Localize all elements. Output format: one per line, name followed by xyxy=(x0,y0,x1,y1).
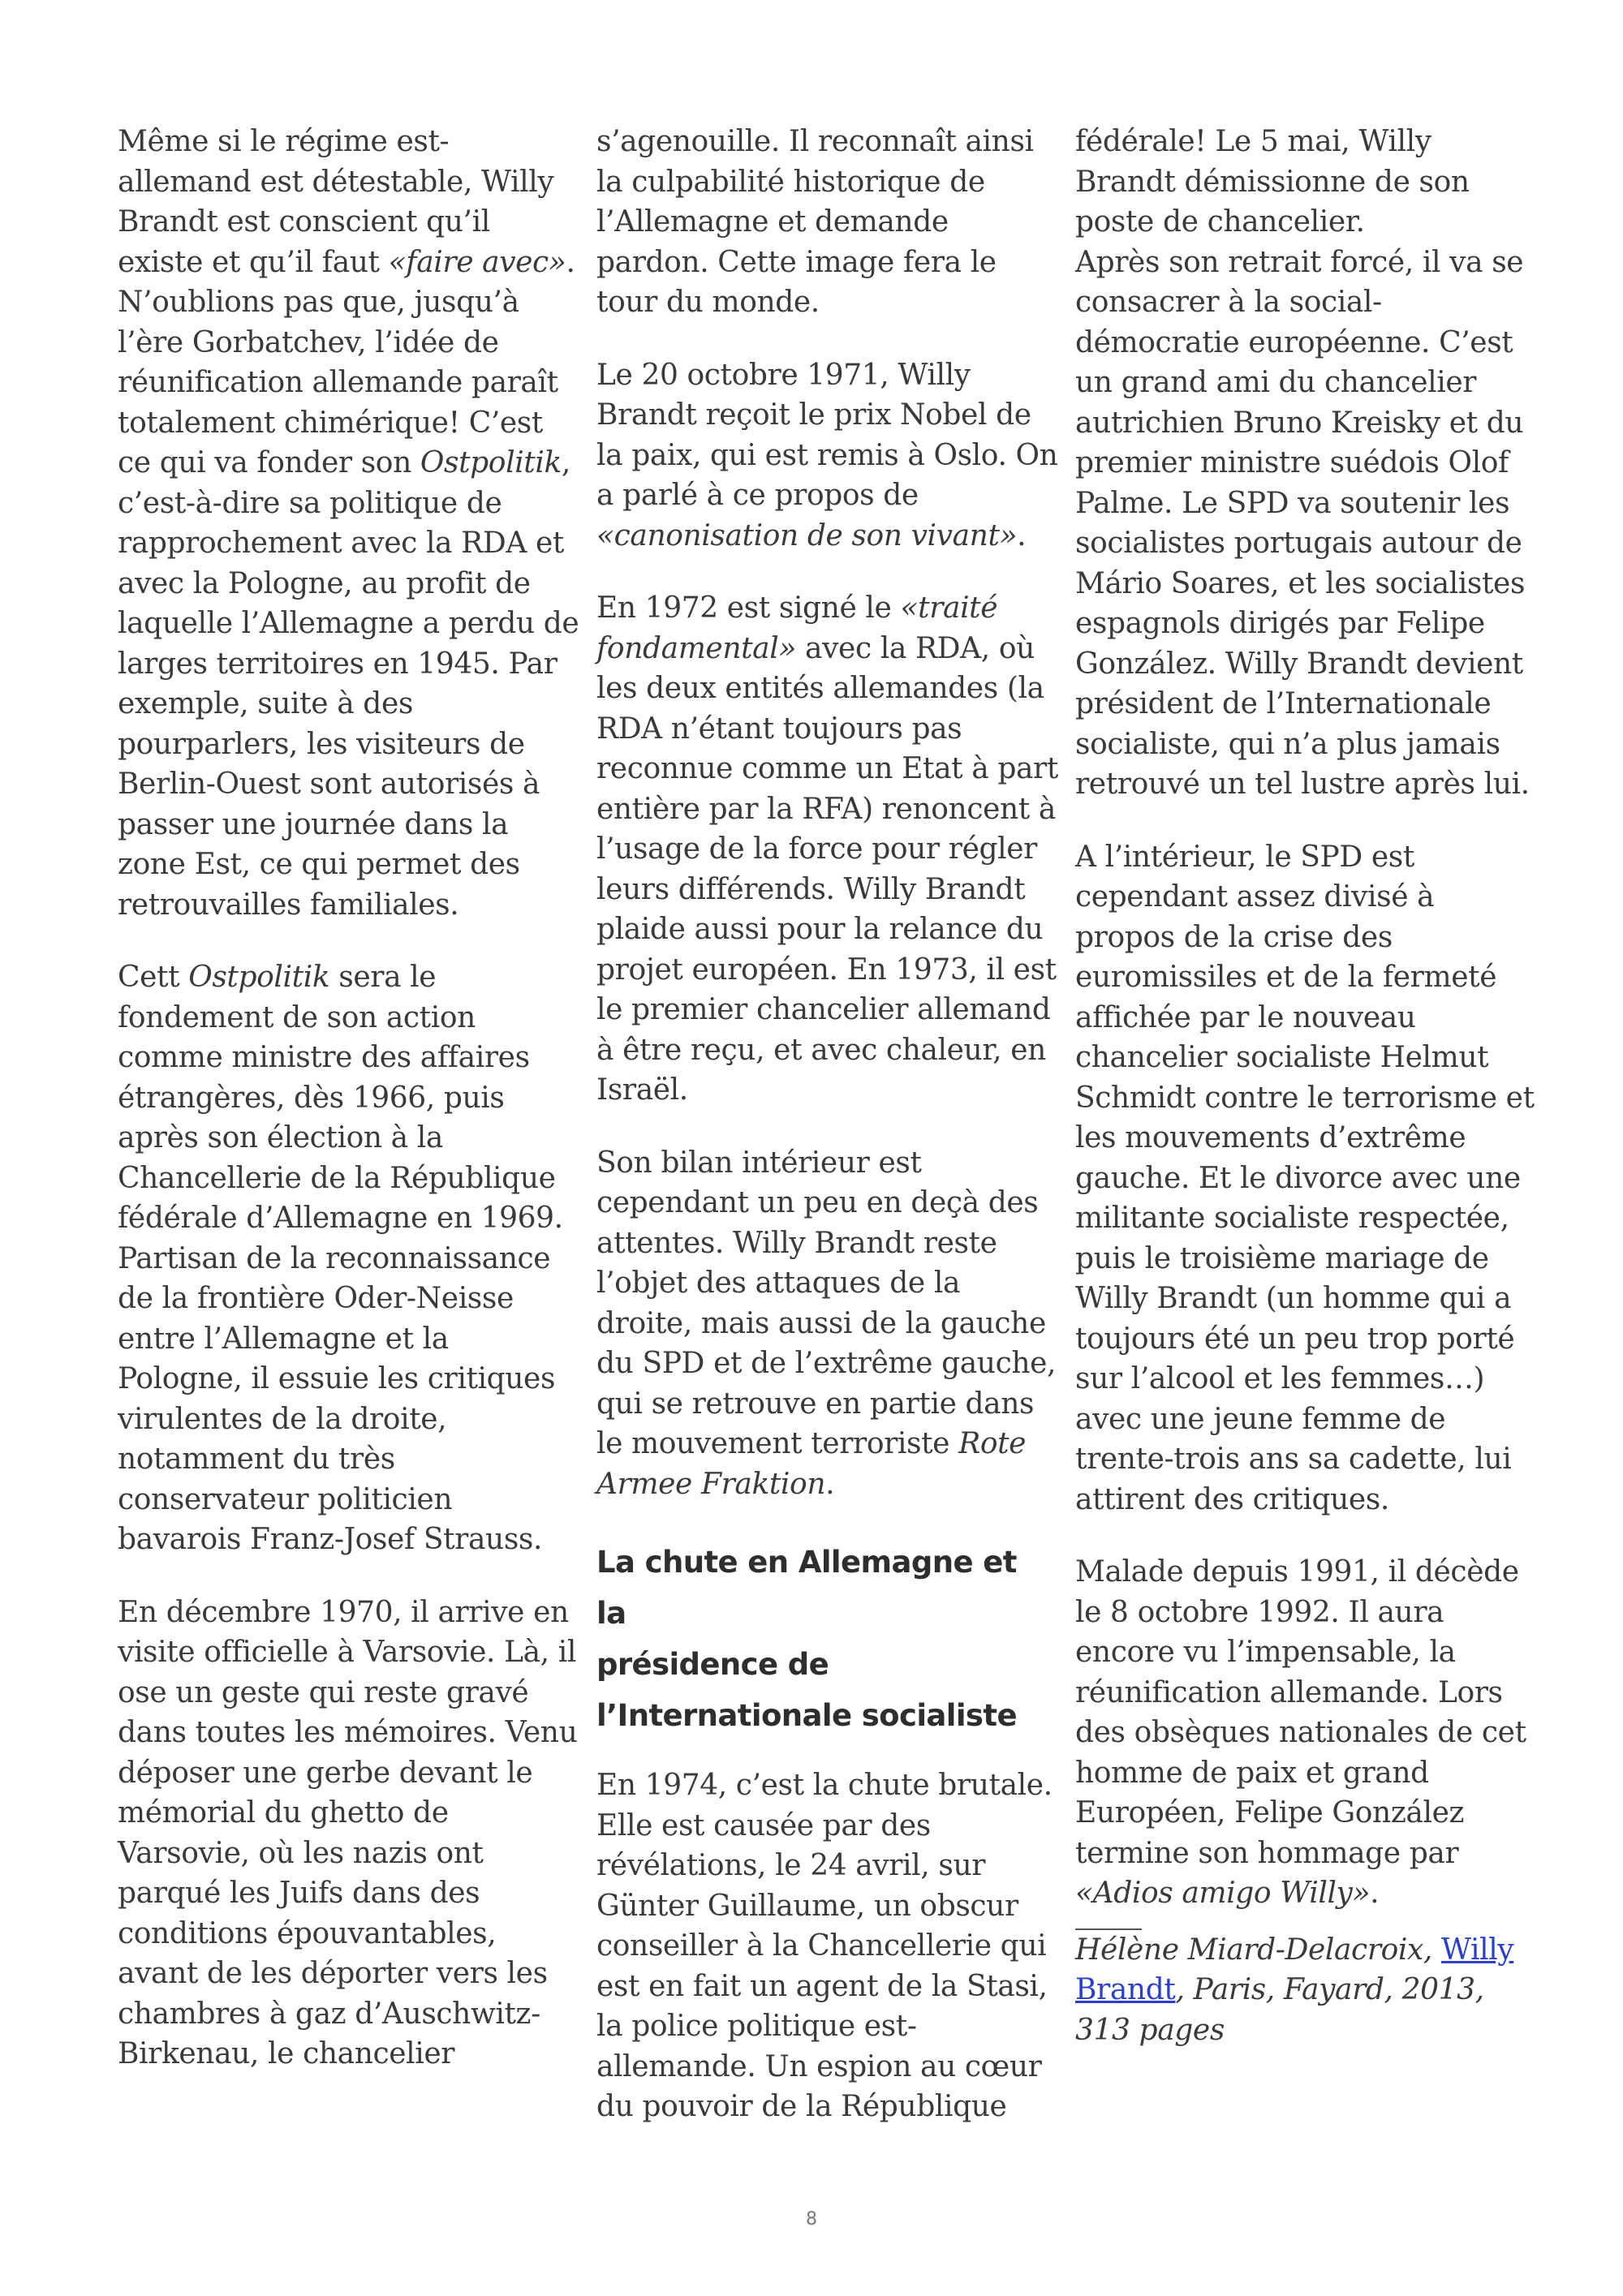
text-column-1 xyxy=(118,122,579,2075)
paragraph: En 1972 est signé le «traité fondamental» avec la RDA, où les deux entités allemandes (la RDA n’étant toujours pas reconnue comme un Etat à part entière par la RFA) renoncent à l’usage de la force pour régler leurs différends. Willy Brandt plaide aussi pour la relance du projet européen. En 1973, il est le premier chancelier allemand à être reçu, et avec chaleur, en Israël. xyxy=(596,591,1058,1107)
page-number: 8 xyxy=(806,2209,817,2229)
paragraph: s’agenouille. Il reconnaît ainsi la culpabilité historique de l’Allemagne et demande pardon. Cette image fera le tour du monde. xyxy=(596,125,1034,319)
book-reference: Hélène Miard-Delacroix, Willy Brandt, Paris, Fayard, 2013, 313 pages xyxy=(1075,1933,1514,2047)
paragraph: fédérale! Le 5 mai, Willy Brandt démissionne de son poste de chancelier. Après son retrait forcé, il va se consacrer à la social- démocratie européenne. C’est un grand ami du chancelier autrichien Bruno Kreisky et du premier ministre suédois Olof Palme. Le SPD va soutenir les socialistes portugais autour de Mário Soares, et les socialistes espagnols dirigés par Felipe González. Willy Brandt devient président de l’Internationale socialiste, qui n’a plus jamais retrouvé un tel lustre après lui. xyxy=(1075,125,1530,801)
paragraph: Le 20 octobre 1971, Willy Brandt reçoit le prix Nobel de la paix, qui est remis à Oslo. On a parlé à ce propos de «canonisation de son vivant». xyxy=(596,358,1058,553)
book-title-link[interactable]: Brandt xyxy=(1075,1973,1176,2006)
paragraph: En décembre 1970, il arrive en visite officielle à Varsovie. Là, il ose un geste qui reste gravé dans toutes les mémoires. Venu déposer une gerbe devant le mémorial du ghetto de Varsovie, où les nazis ont parqué les Juifs dans des conditions épouvantables, avant de les déporter vers les chambres à gaz d’Auschwitz- Birkenau, le chancelier xyxy=(118,1595,578,2070)
paragraph: Cett Ostpolitik sera le fondement de son action comme ministre des affaires étrangères, dès 1966, puis après son élection à la Chancellerie de la République fédérale d’Allemagne en 1969. Partisan de la reconnaissance de la frontière Oder-Neisse entre l’Allemagne et la Pologne, il essuie les critiques virulentes de la droite, notamment du très conservateur politicien bavarois Franz-Josef Strauss. xyxy=(118,961,563,1556)
text-column-3 xyxy=(1075,122,1535,2050)
section-heading: La chute en Allemagne et la présidence de l’Internationale socialiste xyxy=(596,1545,1017,1733)
paragraph: En 1974, c’est la chute brutale. Elle est causée par des révélations, le 24 avril, sur Günter Guillaume, un obscur conseiller à la Chancellerie qui est en fait un agent de la Stasi, la police politique est- allemande. Un espion au cœur du pouvoir de la République xyxy=(596,1769,1053,2123)
text-column-2 xyxy=(596,122,1058,2127)
paragraph: Malade depuis 1991, il décède le 8 octobre 1992. Il aura encore vu l’impensable, la réunification allemande. Lors des obsèques nationales de cet homme de paix et grand Européen, Felipe González termine son hommage par «Adios amigo Willy». xyxy=(1075,1555,1526,1910)
paragraph: Son bilan intérieur est cependant un peu en deçà des attentes. Willy Brandt reste l’objet des attaques de la droite, mais aussi de la gauche du SPD et de l’extrême gauche, qui se retrouve en partie dans le mouvement terroriste Rote Armee Fraktion. xyxy=(596,1146,1057,1501)
paragraph: A l’intérieur, le SPD est cependant assez divisé à propos de la crise des euromissiles et de la fermeté affichée par le nouveau chancelier socialiste Helmut Schmidt contre le terrorisme et les mouvements d’extrême gauche. Et le divorce avec une militante socialiste respectée, puis le troisième mariage de Willy Brandt (un homme qui a toujours été un peu trop porté sur l’alcool et les femmes…) avec une jeune femme de trente-trois ans sa cadette, lui attirent des critiques. xyxy=(1075,840,1535,1516)
paragraph: Même si le régime est- allemand est détestable, Willy Brandt est conscient qu’il existe et qu’il faut «faire avec». N’oublions pas que, jusqu’à l’ère Gorbatchev, l’idée de réunification allemande paraît totalement chimérique! C’est ce qui va fonder son Ostpolitik, c’est-à-dire sa politique de rapprochement avec la RDA et avec la Pologne, au profit de laquelle l’Allemagne a perdu de larges territoires en 1945. Par exemple, suite à des pourparlers, les visiteurs de Berlin-Ouest sont autorisés à passer une journée dans la zone Est, ce qui permet des retrouvailles familiales. xyxy=(118,125,579,922)
book-title-link[interactable]: Willy xyxy=(1441,1933,1514,1967)
